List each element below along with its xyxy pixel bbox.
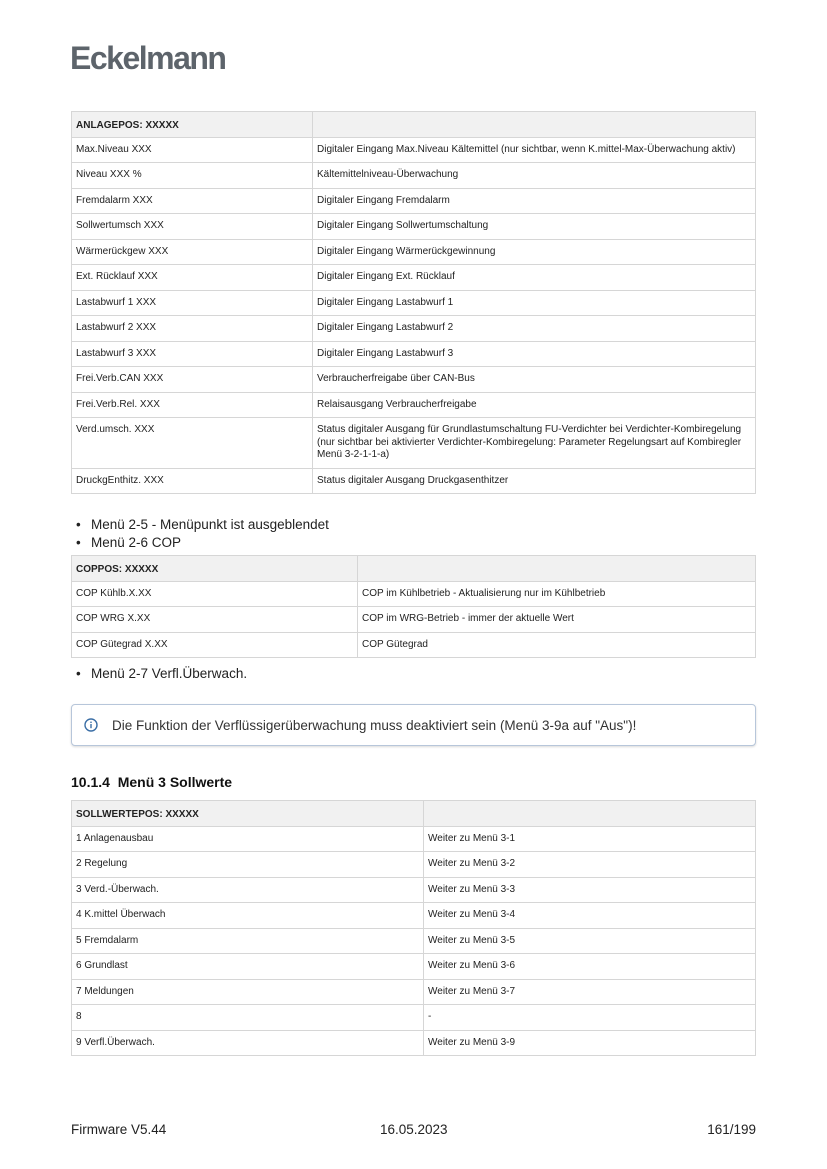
parameter-cell: Ext. Rücklauf XXX <box>72 265 313 291</box>
bullet-item: • Menü 2-7 Verfl.Überwach. <box>76 665 247 683</box>
bullet-item: • Menü 2-5 - Menüpunkt ist ausgeblendet <box>76 516 329 534</box>
bullet-item: • Menü 2-6 COP <box>76 534 329 552</box>
parameter-cell: Frei.Verb.Rel. XXX <box>72 392 313 418</box>
table-row <box>72 877 756 903</box>
parameter-cell: Niveau XXX % <box>72 163 313 189</box>
parameter-cell: Verd.umsch. XXX <box>72 418 313 469</box>
info-note <box>71 704 756 746</box>
parameter-cell: 7 Meldungen <box>72 979 424 1005</box>
table-row <box>72 418 756 469</box>
parameter-cell: COP Gütegrad X.XX <box>72 632 358 658</box>
description-cell: - <box>424 1005 756 1031</box>
table-row <box>72 1030 756 1056</box>
description-cell: Digitaler Eingang Lastabwurf 1 <box>313 290 756 316</box>
table-row <box>72 188 756 214</box>
parameter-cell: Frei.Verb.CAN XXX <box>72 367 313 393</box>
company-logo: Eckelmann <box>70 40 226 76</box>
description-cell: Status digitaler Ausgang für Grundlastumschaltung FU-Verdichter bei Verdichter-Kombiregelung (nur sichtbar bei aktivierter Verdichter-Kombiregelung: Parameter Regelungsart auf Kombiregler Menü 3-2-1-1-a) <box>313 418 756 469</box>
table-row <box>72 163 756 189</box>
parameter-cell: 3 Verd.-Überwach. <box>72 877 424 903</box>
description-cell: Weiter zu Menü 3-7 <box>424 979 756 1005</box>
table-row <box>72 581 756 607</box>
table-row <box>72 1005 756 1031</box>
parameter-cell: 9 Verfl.Überwach. <box>72 1030 424 1056</box>
parameter-cell: 1 Anlagenausbau <box>72 826 424 852</box>
description-cell: Verbraucherfreigabe über CAN-Bus <box>313 367 756 393</box>
description-cell: COP im WRG-Betrieb - immer der aktuelle Wert <box>358 607 756 633</box>
description-cell: Weiter zu Menü 3-6 <box>424 954 756 980</box>
table-row <box>72 392 756 418</box>
section-number: 10.1.4 <box>71 774 110 790</box>
parameter-cell: DruckgEnthitz. XXX <box>72 468 313 494</box>
parameter-cell: COP Kühlb.X.XX <box>72 581 358 607</box>
sollwertepos-table <box>71 800 756 1056</box>
parameter-cell: 4 K.mittel Überwach <box>72 903 424 929</box>
table-row <box>72 290 756 316</box>
description-cell: Weiter zu Menü 3-5 <box>424 928 756 954</box>
parameter-cell: Max.Niveau XXX <box>72 137 313 163</box>
table-row <box>72 954 756 980</box>
parameter-cell: Lastabwurf 3 XXX <box>72 341 313 367</box>
description-cell: Digitaler Eingang Sollwertumschaltung <box>313 214 756 240</box>
description-cell: Weiter zu Menü 3-1 <box>424 826 756 852</box>
bullet-list-menu-2-7 <box>76 665 247 683</box>
parameter-cell: Lastabwurf 1 XXX <box>72 290 313 316</box>
description-cell: Digitaler Eingang Fremdalarm <box>313 188 756 214</box>
info-icon <box>84 718 98 732</box>
table-row <box>72 239 756 265</box>
table-header-cell: COPPOS: XXXXX <box>72 556 358 582</box>
table-row <box>72 316 756 342</box>
table-header-cell: SOLLWERTEPOS: XXXXX <box>72 801 424 827</box>
table-header-cell <box>424 801 756 827</box>
table-row <box>72 137 756 163</box>
description-cell: Kältemittelniveau-Überwachung <box>313 163 756 189</box>
table-row <box>72 928 756 954</box>
table-header-row <box>72 556 756 582</box>
anlagepos-table <box>71 111 756 494</box>
parameter-cell: 6 Grundlast <box>72 954 424 980</box>
description-cell: Digitaler Eingang Lastabwurf 2 <box>313 316 756 342</box>
parameter-cell: COP WRG X.XX <box>72 607 358 633</box>
description-cell: COP Gütegrad <box>358 632 756 658</box>
parameter-cell: Wärmerückgew XXX <box>72 239 313 265</box>
table-row <box>72 903 756 929</box>
parameter-cell: 5 Fremdalarm <box>72 928 424 954</box>
table-row <box>72 979 756 1005</box>
description-cell: Weiter zu Menü 3-4 <box>424 903 756 929</box>
table-header-row <box>72 801 756 827</box>
table-header-cell: ANLAGEPOS: XXXXX <box>72 112 313 138</box>
table-header-cell <box>313 112 756 138</box>
table-row <box>72 632 756 658</box>
table-row <box>72 367 756 393</box>
description-cell: Status digitaler Ausgang Druckgasenthitzer <box>313 468 756 494</box>
description-cell: Weiter zu Menü 3-3 <box>424 877 756 903</box>
table-row <box>72 468 756 494</box>
info-note-text: Die Funktion der Verflüssigerüberwachung muss deaktiviert sein (Menü 3-9a auf "Aus")! <box>112 717 637 733</box>
description-cell: Digitaler Eingang Ext. Rücklauf <box>313 265 756 291</box>
parameter-cell: 2 Regelung <box>72 852 424 878</box>
table-header-cell <box>358 556 756 582</box>
table-row <box>72 826 756 852</box>
parameter-cell: Fremdalarm XXX <box>72 188 313 214</box>
footer-firmware: Firmware V5.44 <box>71 1122 167 1137</box>
parameter-cell: 8 <box>72 1005 424 1031</box>
table-row <box>72 265 756 291</box>
table-row <box>72 852 756 878</box>
description-cell: Relaisausgang Verbraucherfreigabe <box>313 392 756 418</box>
description-cell: Digitaler Eingang Max.Niveau Kältemittel (nur sichtbar, wenn K.mittel-Max-Überwachung aktiv) <box>313 137 756 163</box>
parameter-cell: Lastabwurf 2 XXX <box>72 316 313 342</box>
description-cell: Digitaler Eingang Wärmerückgewinnung <box>313 239 756 265</box>
description-cell: Digitaler Eingang Lastabwurf 3 <box>313 341 756 367</box>
description-cell: Weiter zu Menü 3-9 <box>424 1030 756 1056</box>
description-cell: COP im Kühlbetrieb - Aktualisierung nur im Kühlbetrieb <box>358 581 756 607</box>
footer-page-number: 161/199 <box>707 1122 756 1137</box>
section-title: Menü 3 Sollwerte <box>117 774 233 790</box>
parameter-cell: Sollwertumsch XXX <box>72 214 313 240</box>
section-heading <box>71 774 232 790</box>
bullet-list-menu-2-5-2-6 <box>76 516 329 552</box>
table-row <box>72 607 756 633</box>
description-cell: Weiter zu Menü 3-2 <box>424 852 756 878</box>
table-row <box>72 341 756 367</box>
footer-date: 16.05.2023 <box>380 1122 448 1137</box>
table-row <box>72 214 756 240</box>
coppos-table <box>71 555 756 658</box>
table-header-row <box>72 112 756 138</box>
